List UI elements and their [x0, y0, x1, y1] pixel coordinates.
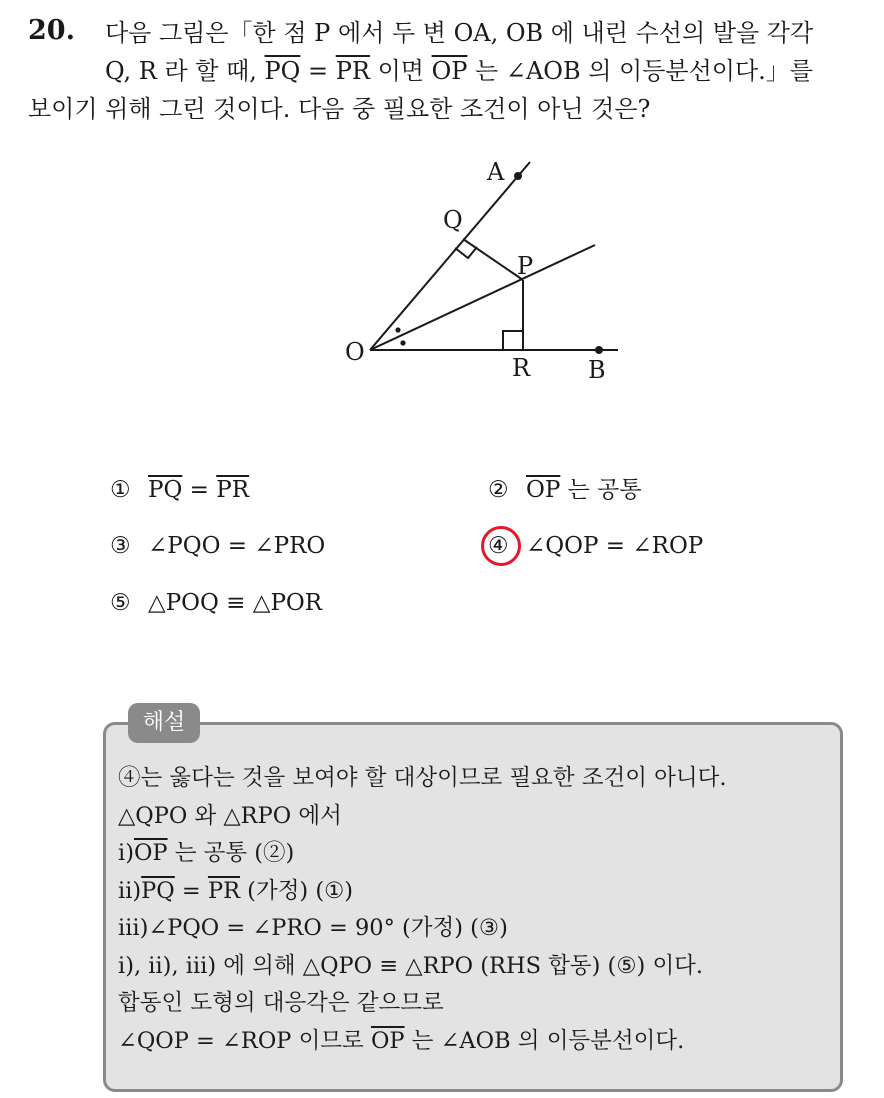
answer-circle-mark: [481, 526, 521, 566]
choices: [110, 470, 810, 630]
choice-4[interactable]: ④ ∠QOP = ∠ROP: [488, 530, 703, 562]
label-b: B: [588, 356, 606, 384]
point-a-dot: [514, 172, 522, 180]
explanation-line-7: 합동인 도형의 대응각은 같으므로: [118, 990, 444, 1016]
explanation-line-3: $ⅰ)\overline{OP}$ 는 공통 (②): [118, 840, 295, 866]
point-b-dot: [595, 346, 603, 354]
choice-3[interactable]: ③ ∠PQO = ∠PRO: [110, 530, 325, 562]
choice-4-number: ④: [488, 533, 509, 559]
question-line-1: 다음 그림은「한 점 P 에서 두 변 OA, OB 에 내린 수선의 발을 각각: [105, 19, 814, 47]
choice-2[interactable]: ② $\overline{OP}$ 는 공통: [488, 474, 642, 506]
segment-pq-line: [463, 239, 523, 280]
label-r: R: [512, 354, 531, 382]
choice-3-number: ③: [110, 533, 131, 559]
question-number: 20.: [28, 15, 75, 46]
angle-mark-dot-2: [400, 340, 405, 345]
segment-op: $\overline{OP}$: [431, 57, 468, 85]
label-q: Q: [443, 206, 463, 234]
label-o: O: [345, 338, 365, 366]
choice-5[interactable]: ⑤ △POQ ≡ △POR: [110, 587, 322, 619]
explanation-line-6: ⅰ), ⅱ), ⅲ) 에 의해 △QPO ≡ △RPO (RHS 합동) (⑤) 이다.: [118, 952, 704, 979]
label-p: P: [517, 252, 534, 280]
explanation-line-1: ④는 옳다는 것을 보여야 할 대상이므로 필요한 조건이 아니다.: [118, 765, 727, 791]
explanation-line-2: △QPO 와 △RPO 에서: [118, 802, 342, 829]
explanation-line-4: $ⅱ)\overline{PQ} = \overline{PR}$ (가정) (①): [118, 877, 354, 904]
right-angle-q: [455, 247, 477, 258]
explanation-line-8: ∠QOP = ∠ROP 이므로 $\overline{OP}$ 는 ∠AOB 의 이등분선이다.: [118, 1027, 685, 1054]
bisector-op: [370, 245, 595, 350]
question-line-2: Q, R 라 할 때, $\overline{PQ} = \overline{PR}$ 이면 $\overline{OP}$ 는 ∠AOB 의 이등분선이다.」를: [105, 57, 813, 85]
choice-1[interactable]: ① $\overline{PQ} = \overline{PR}$: [110, 474, 249, 506]
choice-5-number: ⑤: [110, 590, 131, 616]
choice-2-number: ②: [488, 477, 509, 503]
segment-pr: $\overline{PR}$: [335, 57, 370, 85]
explanation-tag: 해설: [128, 703, 200, 743]
geometry-figure: [335, 150, 635, 390]
ray-oa: [370, 162, 530, 350]
explanation-line-5: ⅲ)∠PQO = ∠PRO = 90° (가정) (③): [118, 915, 508, 941]
choice-1-number: ①: [110, 477, 131, 503]
segment-pq: $\overline{PQ}$: [264, 57, 301, 85]
explanation-text: [118, 760, 833, 1060]
right-angle-r: [503, 331, 523, 350]
question-line-3: 보이기 위해 그린 것이다. 다음 중 필요한 조건이 아닌 것은?: [28, 95, 651, 123]
angle-mark-dot-1: [395, 327, 400, 332]
label-a: A: [487, 158, 505, 186]
